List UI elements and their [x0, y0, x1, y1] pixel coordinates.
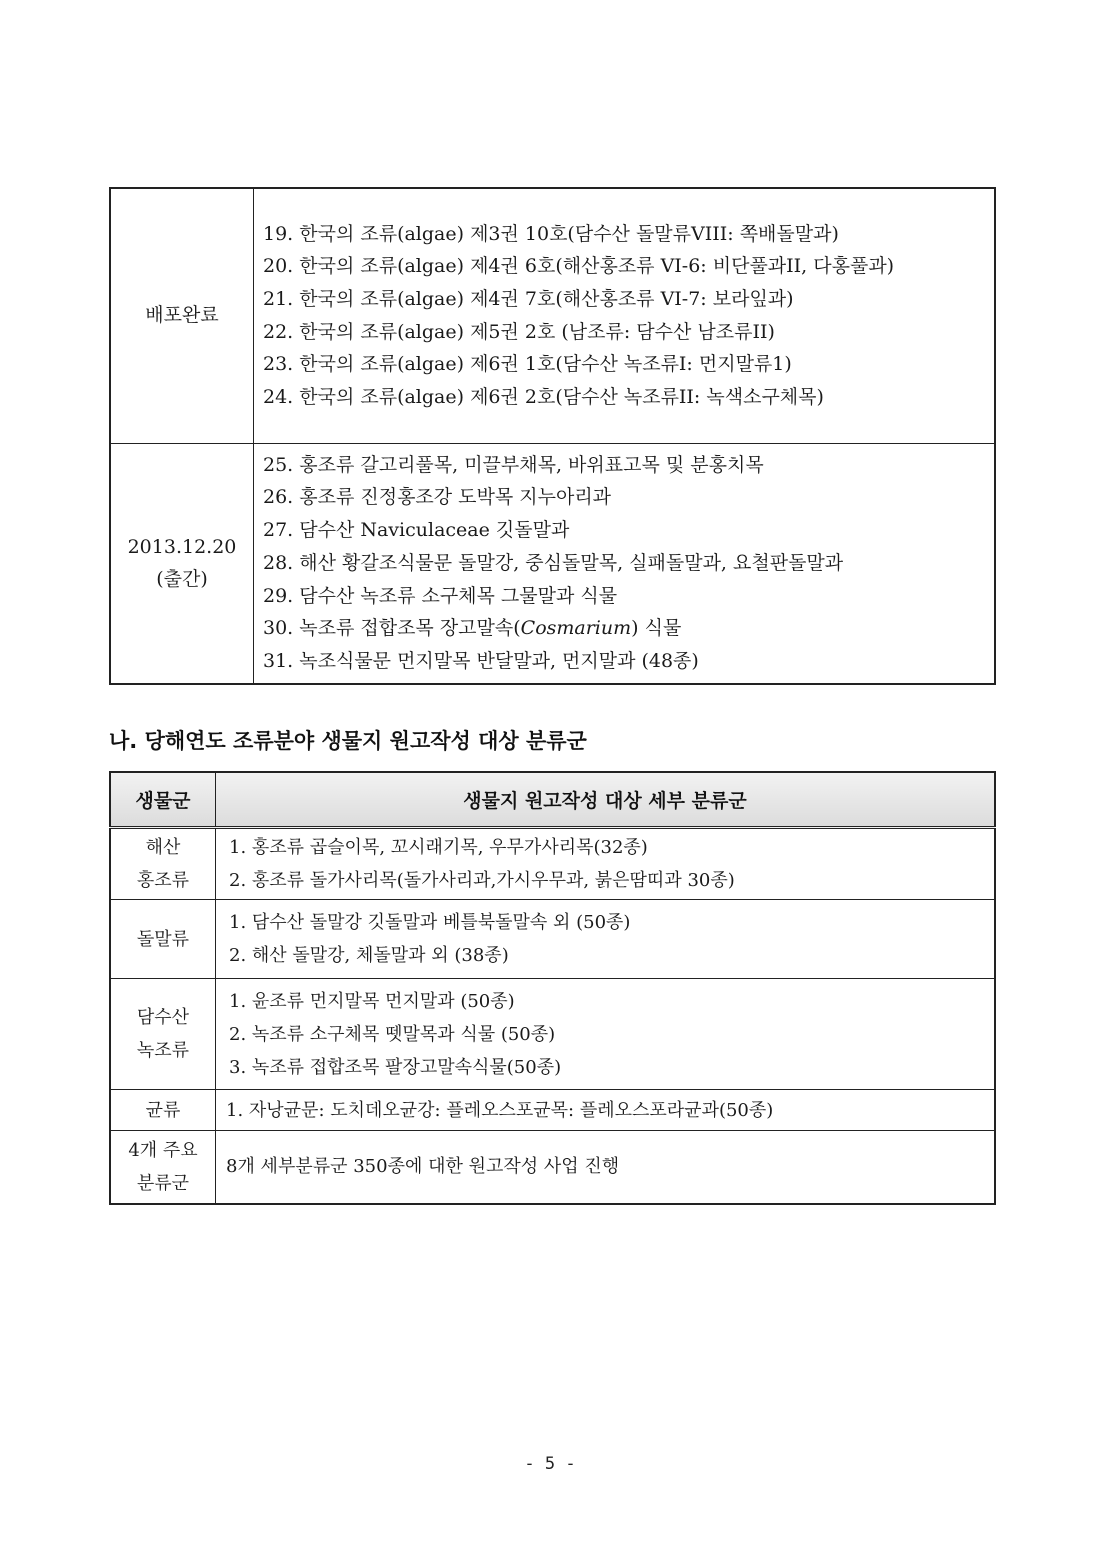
list-item: 22. 한국의 조류(algae) 제5권 2호 (남조류: 담수산 남조류II) — [263, 320, 775, 343]
list-item: 26. 홍조류 진정홍조강 도박목 지누아리과 — [263, 486, 612, 509]
list-item: 19. 한국의 조류(algae) 제3권 10호(담수산 돌말류VIII: 쪽배돌말과) — [263, 222, 839, 245]
summary-cell — [216, 1131, 996, 1204]
table-row — [110, 828, 995, 900]
list-item: 1. 홍조류 곱슬이목, 꼬시래기목, 우무가사리목(32종) — [229, 837, 648, 858]
list-item: 23. 한국의 조류(algae) 제6권 1호(담수산 녹조류I: 먼지말류1) — [263, 353, 792, 376]
taxa-list — [216, 979, 996, 1090]
list-item: 20. 한국의 조류(algae) 제4권 6호(해산홍조류 VI-6: 비단풀과II, 다홍풀과) — [263, 255, 895, 278]
list-item-cosmarium — [263, 612, 990, 645]
row-label-note: (출간) — [156, 568, 208, 591]
group-cell — [110, 979, 216, 1090]
group-cell — [110, 1131, 216, 1204]
list-item: 2. 홍조류 돌가사리목(돌가사리과,가시우무과, 붉은땀띠과 30종) — [229, 870, 735, 891]
publication-table — [109, 187, 996, 685]
group-label: 돌말류 — [136, 928, 190, 950]
taxa-list — [216, 900, 996, 979]
list-item: 2. 녹조류 소구체목 뗏말목과 식물 (50종) — [229, 1023, 556, 1045]
row-label-text: 배포완료 — [145, 304, 219, 327]
table-row — [110, 900, 995, 979]
table-row — [110, 188, 995, 443]
taxa-list — [216, 1090, 996, 1131]
publication-list — [254, 188, 996, 443]
group-label: 녹조류 — [136, 1040, 190, 1061]
table-row — [110, 443, 995, 684]
list-item: 31. 녹조식물문 먼지말목 반달말과, 먼지말과 (48종) — [263, 650, 699, 672]
list-item: 29. 담수산 녹조류 소구체목 그물말과 식물 — [263, 584, 618, 607]
table-header-row — [110, 772, 995, 828]
taxa-list — [216, 828, 996, 900]
page-number: - 5 - — [524, 1454, 576, 1474]
list-item: 1. 담수산 돌말강 깃돌말과 베틀북돌말속 외 (50종) — [229, 912, 631, 933]
group-label: 담수산 — [136, 1007, 190, 1028]
group-label: 홍조류 — [136, 870, 190, 891]
group-cell — [110, 900, 216, 979]
list-item: 24. 한국의 조류(algae) 제6권 2호(담수산 녹조류II: 녹색소구체목) — [263, 386, 824, 409]
summary-text: 8개 세부분류군 350종에 대한 원고작성 사업 진행 — [226, 1156, 620, 1178]
list-item: 1. 윤조류 먼지말목 먼지말과 (50종) — [229, 990, 515, 1012]
column-header-group: 생물군 — [110, 772, 216, 828]
group-cell — [110, 828, 216, 900]
item-text-after: ) 식물 — [631, 617, 682, 640]
table-row — [110, 979, 995, 1090]
list-item: 21. 한국의 조류(algae) 제4권 7호(해산홍조류 VI-7: 보라잎과) — [263, 288, 794, 311]
row-label-date: 2013.12.20 — [127, 535, 237, 558]
group-label: 4개 주요 — [128, 1139, 198, 1161]
genus-name-italic: Cosmarium — [520, 617, 632, 640]
column-header-details: 생물지 원고작성 대상 세부 분류군 — [216, 772, 996, 828]
section-heading: 나. 당해연도 조류분야 생물지 원고작성 대상 분류군 — [109, 729, 587, 753]
publication-list — [254, 443, 996, 684]
group-cell — [110, 1090, 216, 1131]
table-row — [110, 1090, 995, 1131]
table-row — [110, 1131, 995, 1204]
taxa-table — [109, 771, 996, 1205]
item-text-before: 30. 녹조류 접합조목 장고말속( — [263, 617, 521, 640]
group-label: 균류 — [145, 1099, 181, 1121]
row-label-distributed — [110, 188, 254, 443]
list-item: 27. 담수산 Naviculaceae 깃돌말과 — [263, 519, 570, 542]
list-item: 28. 해산 황갈조식물문 돌말강, 중심돌말목, 실패돌말과, 요철판돌말과 — [263, 551, 844, 574]
group-label: 분류군 — [136, 1172, 190, 1194]
group-label: 해산 — [145, 837, 181, 858]
list-item: 3. 녹조류 접합조목 팔장고말속식물(50종) — [229, 1056, 562, 1078]
list-item: 25. 홍조류 갈고리풀목, 미끌부채목, 바위표고목 및 분홍치목 — [263, 453, 764, 476]
list-item: 2. 해산 돌말강, 체돌말과 외 (38종) — [229, 945, 509, 966]
list-item: 1. 자낭균문: 도치데오균강: 플레오스포균목: 플레오스포라균과(50종) — [226, 1099, 774, 1121]
row-label-published — [110, 443, 254, 684]
